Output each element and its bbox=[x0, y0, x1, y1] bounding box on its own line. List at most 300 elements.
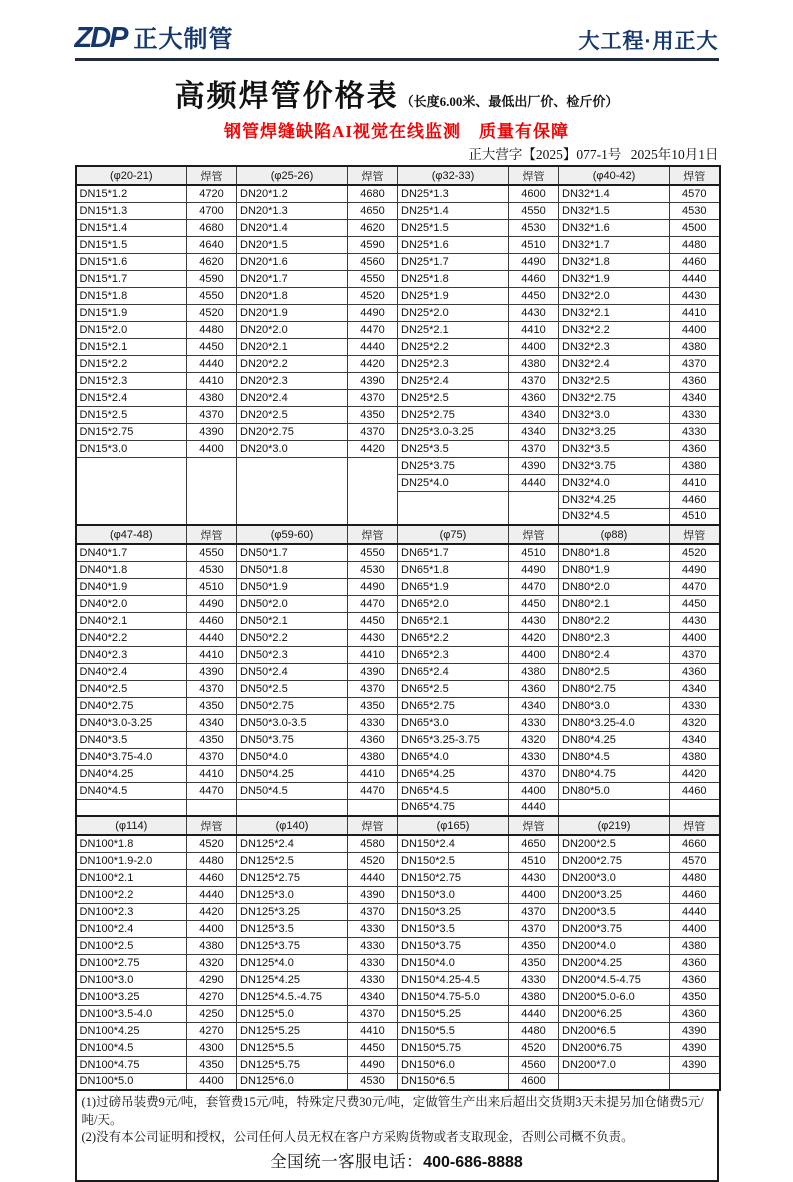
price-cell: 4350 bbox=[187, 731, 237, 748]
table-row bbox=[76, 253, 720, 270]
price-cell: 4380 bbox=[509, 988, 559, 1005]
price-cell: 4720 bbox=[187, 185, 237, 202]
pipe-spec-cell: DN15*1.3 bbox=[76, 202, 187, 219]
pipe-spec-cell: DN200*4.5-4.75 bbox=[559, 971, 670, 988]
price-cell: 4330 bbox=[509, 714, 559, 731]
brand-bar bbox=[75, 0, 719, 53]
price-cell: 4590 bbox=[348, 236, 398, 253]
price-cell: 4350 bbox=[348, 406, 398, 423]
company-logo bbox=[75, 24, 234, 53]
price-cell: 4470 bbox=[509, 578, 559, 595]
pipe-spec-cell: DN25*2.3 bbox=[398, 355, 509, 372]
price-cell: 4520 bbox=[187, 835, 237, 852]
price-cell: 4550 bbox=[187, 544, 237, 561]
diameter-header-cell: (φ165) bbox=[398, 816, 509, 835]
pipe-spec-cell: DN20*1.2 bbox=[237, 185, 348, 202]
price-cell: 4460 bbox=[670, 253, 720, 270]
price-cell: 4530 bbox=[187, 561, 237, 578]
price-cell: 4360 bbox=[670, 663, 720, 680]
empty-price-cell bbox=[348, 457, 398, 525]
pipe-spec-cell: DN32*1.8 bbox=[559, 253, 670, 270]
price-cell: 4530 bbox=[509, 219, 559, 236]
pipe-spec-cell: DN80*2.1 bbox=[559, 595, 670, 612]
price-cell: 4380 bbox=[670, 748, 720, 765]
price-cell: 4440 bbox=[348, 338, 398, 355]
pipe-spec-cell: DN65*4.25 bbox=[398, 765, 509, 782]
price-cell: 4420 bbox=[348, 355, 398, 372]
pipe-spec-cell: DN65*3.25-3.75 bbox=[398, 731, 509, 748]
pipe-spec-cell: DN125*3.75 bbox=[237, 937, 348, 954]
empty-spec-cell bbox=[76, 457, 187, 525]
price-cell: 4480 bbox=[670, 869, 720, 886]
price-cell: 4490 bbox=[348, 1056, 398, 1073]
price-cell: 4400 bbox=[670, 629, 720, 646]
price-cell: 4380 bbox=[670, 457, 720, 474]
price-cell: 4420 bbox=[187, 903, 237, 920]
price-cell: 4400 bbox=[509, 646, 559, 663]
table-row bbox=[76, 869, 720, 886]
table-row bbox=[76, 355, 720, 372]
pipe-spec-cell: DN50*3.0-3.5 bbox=[237, 714, 348, 731]
price-cell: 4390 bbox=[348, 663, 398, 680]
pipe-spec-cell: DN150*6.0 bbox=[398, 1056, 509, 1073]
price-header-cell: 焊管 bbox=[509, 166, 559, 185]
price-cell: 4450 bbox=[348, 612, 398, 629]
empty-price-cell bbox=[670, 1073, 720, 1090]
pipe-spec-cell: DN65*4.5 bbox=[398, 782, 509, 799]
table-row bbox=[76, 287, 720, 304]
price-cell: 4410 bbox=[348, 1022, 398, 1039]
diameter-header-cell: (φ40-42) bbox=[559, 166, 670, 185]
price-cell: 4410 bbox=[509, 321, 559, 338]
title-line bbox=[75, 71, 719, 115]
table-row bbox=[76, 748, 720, 765]
table-row bbox=[76, 903, 720, 920]
price-cell: 4460 bbox=[670, 491, 720, 508]
table-row bbox=[76, 1039, 720, 1056]
price-cell: 4330 bbox=[348, 954, 398, 971]
hotline-number: 400-686-8888 bbox=[423, 1153, 523, 1171]
price-cell: 4330 bbox=[348, 920, 398, 937]
price-cell: 4410 bbox=[670, 474, 720, 491]
price-cell: 4370 bbox=[187, 680, 237, 697]
pipe-spec-cell: DN40*3.75-4.0 bbox=[76, 748, 187, 765]
table-row bbox=[76, 731, 720, 748]
table-row bbox=[76, 561, 720, 578]
price-cell: 4400 bbox=[670, 920, 720, 937]
price-cell: 4460 bbox=[670, 782, 720, 799]
diameter-header-cell: (φ114) bbox=[76, 816, 187, 835]
price-cell: 4340 bbox=[509, 423, 559, 440]
price-cell: 4400 bbox=[509, 886, 559, 903]
table-row bbox=[76, 663, 720, 680]
price-cell: 4320 bbox=[187, 954, 237, 971]
price-cell: 4480 bbox=[187, 321, 237, 338]
pipe-spec-cell: DN40*3.5 bbox=[76, 731, 187, 748]
price-cell: 4360 bbox=[348, 731, 398, 748]
pipe-spec-cell: DN50*1.7 bbox=[237, 544, 348, 561]
table-row bbox=[76, 406, 720, 423]
table-row bbox=[76, 321, 720, 338]
hotline bbox=[82, 1147, 712, 1176]
price-cell: 4550 bbox=[509, 202, 559, 219]
empty-spec-cell bbox=[76, 799, 187, 816]
pipe-spec-cell: DN40*2.75 bbox=[76, 697, 187, 714]
price-cell: 4420 bbox=[670, 765, 720, 782]
section-header-row bbox=[76, 525, 720, 544]
diameter-header-cell: (φ88) bbox=[559, 525, 670, 544]
price-cell: 4370 bbox=[348, 903, 398, 920]
price-cell: 4460 bbox=[187, 869, 237, 886]
pipe-spec-cell: DN100*2.2 bbox=[76, 886, 187, 903]
price-cell: 4360 bbox=[670, 954, 720, 971]
section-header-row bbox=[76, 166, 720, 185]
pipe-spec-cell: DN25*2.1 bbox=[398, 321, 509, 338]
pipe-spec-cell: DN15*2.3 bbox=[76, 372, 187, 389]
pipe-spec-cell: DN65*4.75 bbox=[398, 799, 509, 816]
price-cell: 4530 bbox=[348, 1073, 398, 1090]
price-cell: 4370 bbox=[509, 765, 559, 782]
price-cell: 4370 bbox=[509, 372, 559, 389]
pipe-spec-cell: DN25*1.8 bbox=[398, 270, 509, 287]
price-header-cell: 焊管 bbox=[509, 525, 559, 544]
price-cell: 4410 bbox=[187, 646, 237, 663]
pipe-spec-cell: DN125*5.25 bbox=[237, 1022, 348, 1039]
pipe-spec-cell: DN32*1.6 bbox=[559, 219, 670, 236]
price-cell: 4450 bbox=[509, 595, 559, 612]
price-cell: 4380 bbox=[670, 937, 720, 954]
table-row bbox=[76, 971, 720, 988]
price-cell: 4330 bbox=[670, 423, 720, 440]
pipe-spec-cell: DN32*4.0 bbox=[559, 474, 670, 491]
price-cell: 4650 bbox=[348, 202, 398, 219]
pipe-spec-cell: DN32*2.5 bbox=[559, 372, 670, 389]
price-header-cell: 焊管 bbox=[509, 816, 559, 835]
pipe-spec-cell: DN125*4.25 bbox=[237, 971, 348, 988]
table-row bbox=[76, 372, 720, 389]
price-cell: 4440 bbox=[509, 474, 559, 491]
table-row bbox=[76, 714, 720, 731]
price-cell: 4330 bbox=[348, 714, 398, 731]
price-cell: 4550 bbox=[348, 544, 398, 561]
price-cell: 4330 bbox=[509, 971, 559, 988]
price-cell: 4510 bbox=[509, 236, 559, 253]
price-header-cell: 焊管 bbox=[348, 166, 398, 185]
price-cell: 4390 bbox=[509, 457, 559, 474]
pipe-spec-cell: DN65*2.1 bbox=[398, 612, 509, 629]
price-cell: 4360 bbox=[670, 372, 720, 389]
price-cell: 4440 bbox=[187, 629, 237, 646]
note-line-1: (1)过磅吊装费9元/吨，套管费15元/吨，特殊定尺费30元/吨，定做管生产出来后超出交货期3天未提另加仓储费5元/吨/天。 bbox=[81, 1095, 704, 1127]
empty-spec-cell bbox=[237, 799, 348, 816]
price-cell: 4430 bbox=[670, 287, 720, 304]
pipe-spec-cell: DN200*3.5 bbox=[559, 903, 670, 920]
price-cell: 4490 bbox=[670, 561, 720, 578]
pipe-spec-cell: DN100*3.25 bbox=[76, 988, 187, 1005]
price-cell: 4330 bbox=[670, 697, 720, 714]
pipe-spec-cell: DN125*2.5 bbox=[237, 852, 348, 869]
empty-price-cell bbox=[509, 491, 559, 525]
issue-date: 2025年10月1日 bbox=[630, 147, 719, 162]
hotline-label: 全国统一客服电话： bbox=[270, 1151, 424, 1171]
pipe-spec-cell: DN32*2.3 bbox=[559, 338, 670, 355]
price-cell: 4410 bbox=[348, 765, 398, 782]
price-cell: 4380 bbox=[348, 748, 398, 765]
pipe-spec-cell: DN40*4.25 bbox=[76, 765, 187, 782]
diameter-header-cell: (φ59-60) bbox=[237, 525, 348, 544]
price-cell: 4460 bbox=[509, 270, 559, 287]
table-row bbox=[76, 1056, 720, 1073]
pipe-spec-cell: DN200*2.75 bbox=[559, 852, 670, 869]
section-header-row bbox=[76, 816, 720, 835]
table-row bbox=[76, 423, 720, 440]
pipe-spec-cell: DN150*4.25-4.5 bbox=[398, 971, 509, 988]
price-cell: 4680 bbox=[187, 219, 237, 236]
pipe-spec-cell: DN25*1.7 bbox=[398, 253, 509, 270]
price-cell: 4620 bbox=[187, 253, 237, 270]
price-cell: 4570 bbox=[670, 185, 720, 202]
pipe-spec-cell: DN20*2.0 bbox=[237, 321, 348, 338]
diameter-header-cell: (φ75) bbox=[398, 525, 509, 544]
pipe-spec-cell: DN32*2.75 bbox=[559, 389, 670, 406]
price-cell: 4370 bbox=[670, 646, 720, 663]
table-row bbox=[76, 270, 720, 287]
pipe-spec-cell: DN100*2.4 bbox=[76, 920, 187, 937]
diameter-header-cell: (φ140) bbox=[237, 816, 348, 835]
pipe-spec-cell: DN50*2.4 bbox=[237, 663, 348, 680]
pipe-spec-cell: DN200*4.25 bbox=[559, 954, 670, 971]
pipe-spec-cell: DN65*2.4 bbox=[398, 663, 509, 680]
pipe-spec-cell: DN50*2.1 bbox=[237, 612, 348, 629]
table-row bbox=[76, 852, 720, 869]
price-cell: 4390 bbox=[670, 1022, 720, 1039]
price-cell: 4400 bbox=[509, 338, 559, 355]
pipe-spec-cell: DN15*1.4 bbox=[76, 219, 187, 236]
price-header-cell: 焊管 bbox=[187, 525, 237, 544]
table-row bbox=[76, 202, 720, 219]
price-cell: 4510 bbox=[509, 544, 559, 561]
pipe-spec-cell: DN125*6.0 bbox=[237, 1073, 348, 1090]
pipe-spec-cell: DN50*4.25 bbox=[237, 765, 348, 782]
price-cell: 4390 bbox=[187, 423, 237, 440]
pipe-spec-cell: DN150*5.75 bbox=[398, 1039, 509, 1056]
price-cell: 4560 bbox=[348, 253, 398, 270]
price-cell: 4370 bbox=[348, 1005, 398, 1022]
pipe-spec-cell: DN150*3.5 bbox=[398, 920, 509, 937]
pipe-spec-cell: DN25*2.5 bbox=[398, 389, 509, 406]
price-cell: 4660 bbox=[670, 835, 720, 852]
price-cell: 4480 bbox=[187, 852, 237, 869]
brand-name: 正大制管 bbox=[133, 26, 234, 53]
price-cell: 4470 bbox=[670, 578, 720, 595]
price-cell: 4440 bbox=[670, 270, 720, 287]
pipe-spec-cell: DN80*4.25 bbox=[559, 731, 670, 748]
price-cell: 4510 bbox=[187, 578, 237, 595]
pipe-spec-cell: DN80*3.0 bbox=[559, 697, 670, 714]
price-cell: 4440 bbox=[670, 903, 720, 920]
table-row bbox=[76, 595, 720, 612]
pipe-spec-cell: DN150*4.75-5.0 bbox=[398, 988, 509, 1005]
price-cell: 4340 bbox=[509, 406, 559, 423]
empty-spec-cell bbox=[559, 799, 670, 816]
price-cell: 4550 bbox=[187, 287, 237, 304]
price-cell: 4500 bbox=[670, 219, 720, 236]
price-cell: 4400 bbox=[187, 920, 237, 937]
pipe-spec-cell: DN20*3.0 bbox=[237, 440, 348, 457]
empty-price-cell bbox=[348, 799, 398, 816]
price-cell: 4400 bbox=[670, 321, 720, 338]
price-cell: 4450 bbox=[348, 1039, 398, 1056]
pipe-spec-cell: DN25*2.4 bbox=[398, 372, 509, 389]
empty-spec-cell bbox=[559, 1073, 670, 1090]
pipe-spec-cell: DN100*2.3 bbox=[76, 903, 187, 920]
pipe-spec-cell: DN65*1.8 bbox=[398, 561, 509, 578]
price-cell: 4440 bbox=[348, 869, 398, 886]
pipe-spec-cell: DN20*2.2 bbox=[237, 355, 348, 372]
note-line-2: (2)没有本公司证明和授权，公司任何人员无权在客户方采购货物或者支取现金，否则公司概不负责。 bbox=[81, 1130, 634, 1144]
price-cell: 4390 bbox=[670, 1056, 720, 1073]
pipe-spec-cell: DN25*1.5 bbox=[398, 219, 509, 236]
doc-number: 正大营字【2025】077-1号 bbox=[468, 147, 622, 162]
table-row bbox=[76, 629, 720, 646]
price-cell: 4270 bbox=[187, 1022, 237, 1039]
pipe-spec-cell: DN200*3.0 bbox=[559, 869, 670, 886]
price-cell: 4330 bbox=[670, 406, 720, 423]
title-note: （长度6.00米、最低出厂价、检斤价） bbox=[400, 94, 619, 109]
price-cell: 4680 bbox=[348, 185, 398, 202]
pipe-spec-cell: DN65*4.0 bbox=[398, 748, 509, 765]
price-cell: 4410 bbox=[187, 372, 237, 389]
pipe-spec-cell: DN40*2.1 bbox=[76, 612, 187, 629]
price-cell: 4640 bbox=[187, 236, 237, 253]
pipe-spec-cell: DN100*4.25 bbox=[76, 1022, 187, 1039]
pipe-spec-cell: DN20*2.3 bbox=[237, 372, 348, 389]
table-row bbox=[76, 954, 720, 971]
pipe-spec-cell: DN150*3.75 bbox=[398, 937, 509, 954]
price-cell: 4490 bbox=[187, 595, 237, 612]
pipe-spec-cell: DN125*2.4 bbox=[237, 835, 348, 852]
pipe-spec-cell: DN100*1.9-2.0 bbox=[76, 852, 187, 869]
table-row bbox=[76, 304, 720, 321]
price-cell: 4380 bbox=[670, 338, 720, 355]
pipe-spec-cell: DN20*1.8 bbox=[237, 287, 348, 304]
price-cell: 4470 bbox=[348, 595, 398, 612]
price-cell: 4490 bbox=[348, 578, 398, 595]
pipe-spec-cell: DN150*3.0 bbox=[398, 886, 509, 903]
table-row bbox=[76, 389, 720, 406]
price-cell: 4420 bbox=[509, 629, 559, 646]
table-row bbox=[76, 835, 720, 852]
pipe-spec-cell: DN125*3.25 bbox=[237, 903, 348, 920]
pipe-spec-cell: DN150*2.5 bbox=[398, 852, 509, 869]
pipe-spec-cell: DN15*1.7 bbox=[76, 270, 187, 287]
pipe-spec-cell: DN65*2.75 bbox=[398, 697, 509, 714]
price-cell: 4350 bbox=[187, 697, 237, 714]
doc-line bbox=[75, 143, 719, 163]
pipe-spec-cell: DN15*1.8 bbox=[76, 287, 187, 304]
pipe-spec-cell: DN100*4.75 bbox=[76, 1056, 187, 1073]
empty-spec-cell bbox=[398, 491, 509, 525]
pipe-spec-cell: DN32*1.5 bbox=[559, 202, 670, 219]
pipe-spec-cell: DN40*2.4 bbox=[76, 663, 187, 680]
pipe-spec-cell: DN15*1.6 bbox=[76, 253, 187, 270]
price-cell: 4350 bbox=[509, 937, 559, 954]
pipe-spec-cell: DN80*2.0 bbox=[559, 578, 670, 595]
price-cell: 4490 bbox=[509, 561, 559, 578]
pipe-spec-cell: DN32*2.0 bbox=[559, 287, 670, 304]
pipe-spec-cell: DN15*2.0 bbox=[76, 321, 187, 338]
pipe-spec-cell: DN15*1.2 bbox=[76, 185, 187, 202]
notes bbox=[75, 1091, 719, 1182]
pipe-spec-cell: DN32*3.25 bbox=[559, 423, 670, 440]
price-cell: 4350 bbox=[348, 697, 398, 714]
zdp-logo-mark: ZDP bbox=[74, 22, 127, 54]
pipe-spec-cell: DN25*1.9 bbox=[398, 287, 509, 304]
pipe-spec-cell: DN32*1.4 bbox=[559, 185, 670, 202]
table-row bbox=[76, 782, 720, 799]
pipe-spec-cell: DN80*2.75 bbox=[559, 680, 670, 697]
price-cell: 4530 bbox=[670, 202, 720, 219]
price-cell: 4370 bbox=[348, 680, 398, 697]
price-header-cell: 焊管 bbox=[348, 816, 398, 835]
price-cell: 4250 bbox=[187, 1005, 237, 1022]
diameter-header-cell: (φ32-33) bbox=[398, 166, 509, 185]
pipe-spec-cell: DN80*2.4 bbox=[559, 646, 670, 663]
table-row bbox=[76, 578, 720, 595]
pipe-spec-cell: DN40*2.5 bbox=[76, 680, 187, 697]
pipe-spec-cell: DN125*4.5.-4.75 bbox=[237, 988, 348, 1005]
price-table bbox=[75, 165, 721, 1091]
table-row bbox=[76, 338, 720, 355]
price-cell: 4520 bbox=[348, 852, 398, 869]
pipe-spec-cell: DN200*2.5 bbox=[559, 835, 670, 852]
price-header-cell: 焊管 bbox=[670, 166, 720, 185]
price-cell: 4700 bbox=[187, 202, 237, 219]
price-cell: 4490 bbox=[348, 304, 398, 321]
price-cell: 4480 bbox=[670, 236, 720, 253]
pipe-spec-cell: DN25*3.5 bbox=[398, 440, 509, 457]
pipe-spec-cell: DN20*1.7 bbox=[237, 270, 348, 287]
pipe-spec-cell: DN15*2.1 bbox=[76, 338, 187, 355]
pipe-spec-cell: DN40*2.0 bbox=[76, 595, 187, 612]
price-cell: 4360 bbox=[670, 1005, 720, 1022]
price-cell: 4400 bbox=[187, 440, 237, 457]
pipe-spec-cell: DN200*5.0-6.0 bbox=[559, 988, 670, 1005]
price-cell: 4520 bbox=[509, 1039, 559, 1056]
price-header-cell: 焊管 bbox=[670, 816, 720, 835]
price-cell: 4480 bbox=[509, 1022, 559, 1039]
pipe-spec-cell: DN200*3.75 bbox=[559, 920, 670, 937]
price-cell: 4580 bbox=[348, 835, 398, 852]
price-cell: 4340 bbox=[348, 988, 398, 1005]
price-cell: 4440 bbox=[187, 886, 237, 903]
pipe-spec-cell: DN100*4.5 bbox=[76, 1039, 187, 1056]
price-cell: 4410 bbox=[670, 304, 720, 321]
pipe-spec-cell: DN150*2.4 bbox=[398, 835, 509, 852]
empty-spec-cell bbox=[237, 457, 348, 525]
pipe-spec-cell: DN15*2.2 bbox=[76, 355, 187, 372]
price-cell: 4520 bbox=[348, 287, 398, 304]
price-cell: 4370 bbox=[509, 920, 559, 937]
price-cell: 4530 bbox=[348, 561, 398, 578]
price-cell: 4600 bbox=[509, 1073, 559, 1090]
table-row bbox=[76, 457, 720, 474]
price-cell: 4520 bbox=[187, 304, 237, 321]
pipe-spec-cell: DN32*2.2 bbox=[559, 321, 670, 338]
price-cell: 4650 bbox=[509, 835, 559, 852]
pipe-spec-cell: DN100*2.5 bbox=[76, 937, 187, 954]
price-cell: 4370 bbox=[509, 903, 559, 920]
